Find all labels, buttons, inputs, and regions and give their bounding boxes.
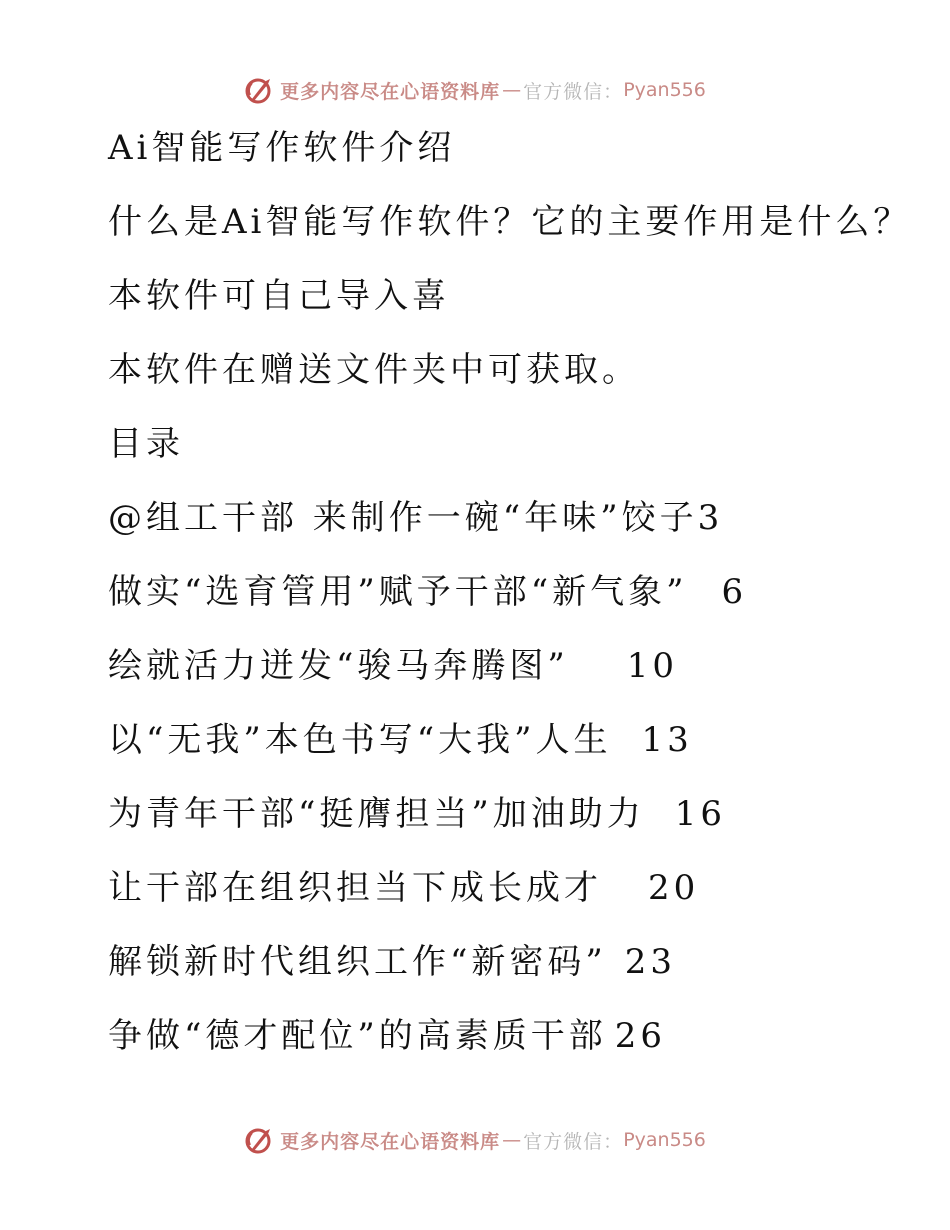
banner-title: 更多内容尽在心语资料库 — [280, 80, 501, 103]
banner-dash: — — [502, 1129, 522, 1151]
toc-entry-text: 为青年干部“挺膺担当”加油助力 — [108, 794, 645, 834]
toc-entry[interactable] — [108, 642, 908, 716]
toc-entry-text: 解锁新时代组织工作“新密码” — [108, 942, 607, 982]
toc-entry[interactable] — [108, 1012, 908, 1086]
toc-entry[interactable] — [108, 716, 908, 790]
toc-entry[interactable] — [108, 568, 908, 642]
toc-entry-text: @组工干部 来制作一碗“年味”饺子 — [108, 498, 698, 538]
toc-entry[interactable] — [108, 494, 908, 568]
banner-title: 更多内容尽在心语资料库 — [280, 1130, 501, 1153]
banner-handle: Pyan556 — [623, 79, 706, 101]
toc-entry-text: 做实“选育管用”赋予干部“新气象” — [108, 572, 688, 612]
toc-entry-page: 6 — [721, 572, 748, 612]
toc-entry-text: 争做“德才配位”的高素质干部 — [108, 1016, 607, 1056]
toc-entry-page: 10 — [626, 646, 679, 686]
toc-entry-text: 以“无我”本色书写“大我”人生 — [108, 720, 612, 760]
toc-entry-page: 13 — [641, 720, 693, 760]
toc-entry[interactable] — [108, 938, 908, 1012]
intro-question: 什么是Ai智能写作软件？它的主要作用是什么？ — [108, 202, 912, 242]
document-heading: Ai智能写作软件介绍 — [108, 128, 456, 168]
toc-entry-text: 绘就活力迸发“骏马奔腾图” — [108, 646, 569, 686]
toc-entry-page: 26 — [614, 1016, 667, 1056]
banner-label: 官方微信： — [523, 1130, 624, 1153]
toc-entry-text: 让干部在组织担当下成长成才 — [108, 868, 602, 908]
footer-banner — [0, 1120, 950, 1160]
toc-entry-page: 3 — [697, 498, 724, 538]
header-banner — [0, 70, 950, 110]
banner-dash: — — [502, 79, 522, 101]
intro-import-note: 本软件可自己导入喜 — [108, 276, 450, 316]
toc-entry[interactable] — [108, 864, 908, 938]
quill-pen-logo-icon — [244, 75, 274, 105]
toc-entry-page: 20 — [648, 868, 700, 908]
intro-download-note: 本软件在赠送文件夹中可获取。 — [108, 350, 640, 390]
banner-label: 官方微信： — [523, 80, 624, 103]
toc-entry[interactable] — [108, 790, 908, 864]
banner-handle: Pyan556 — [623, 1129, 706, 1151]
toc-entry-page: 16 — [674, 794, 727, 834]
document-body — [108, 124, 912, 1086]
quill-pen-logo-icon — [244, 1125, 274, 1155]
toc-title: 目录 — [108, 424, 184, 464]
toc-entry-page: 23 — [624, 942, 677, 982]
